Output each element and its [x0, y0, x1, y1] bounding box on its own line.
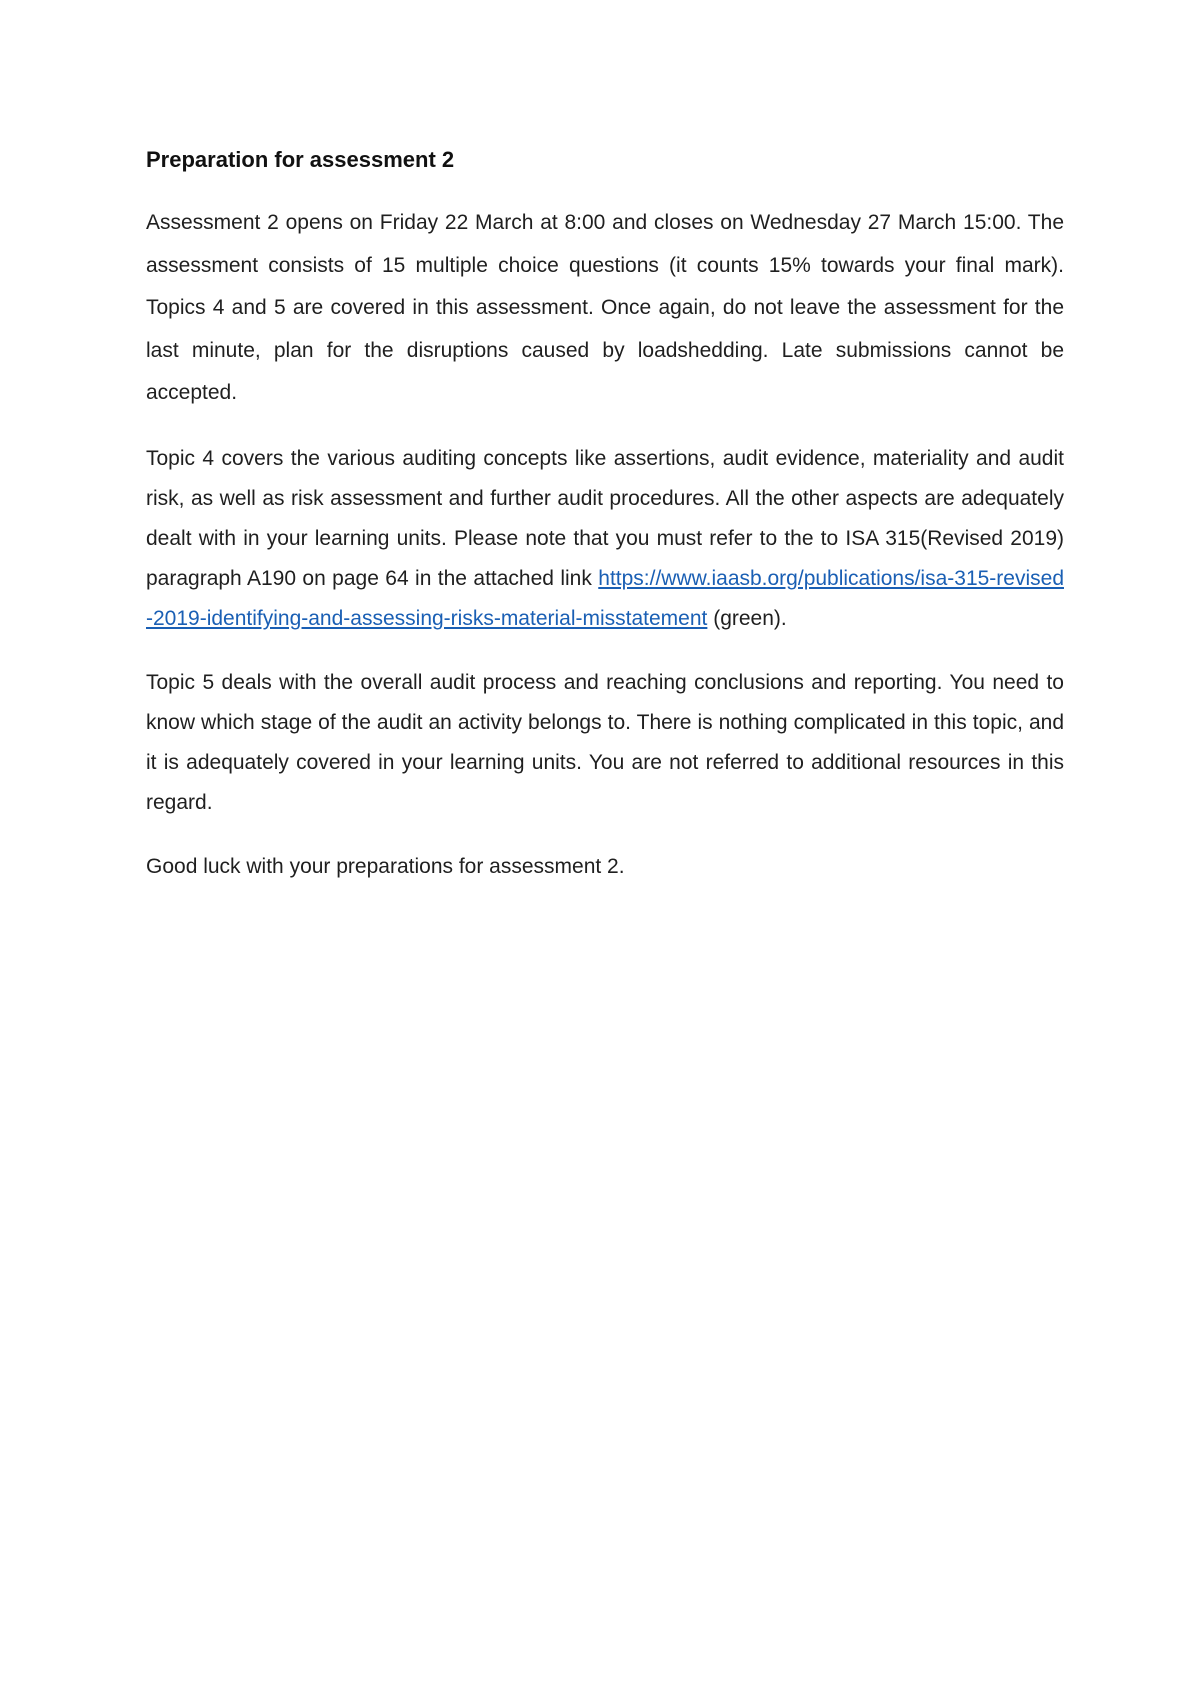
document-title: Preparation for assessment 2	[146, 147, 455, 172]
paragraph-good-luck: Good luck with your preparations for assessment 2.	[146, 854, 625, 878]
paragraph-topic-4-suffix: (green).	[707, 606, 787, 630]
paragraph-assessment-dates: Assessment 2 opens on Friday 22 March at 8:00 and closes on Wednesday 27 March 15:00. The assessment consists of 15 multiple choice questions (it counts 15% towards your final mark). Topics 4 and 5 are covered in this assessment. Once again, do not leave the assessment for the last minute, plan for the disruptions caused by loadshedding. Late submissions cannot be accepted.	[146, 211, 1064, 404]
paragraph-topic-4	[146, 439, 1064, 639]
paragraph-topic-5: Topic 5 deals with the overall audit process and reaching conclusions and reporting. You need to know which stage of the audit an activity belongs to. There is nothing complicated in this topic, and it is adequately covered in your learning units. You are not referred to additional resources in this regard.	[146, 670, 1064, 814]
paragraph-topic-4-text: Topic 4 covers the various auditing concepts like assertions, audit evidence, materiality and audit risk, as well as risk assessment and further audit procedures. All the other aspects are adequately dealt with in your learning units. Please note that you must refer to the to ISA 315(Revised 2019) paragraph A190 on page 64 in the attached link	[146, 446, 1064, 590]
document-body	[146, 140, 1064, 911]
isa-315-link[interactable]: https://www.iaasb.org/publications/isa-315-revised-2019-identifying-and-assessing-risks-material-misstatement	[146, 566, 1064, 630]
